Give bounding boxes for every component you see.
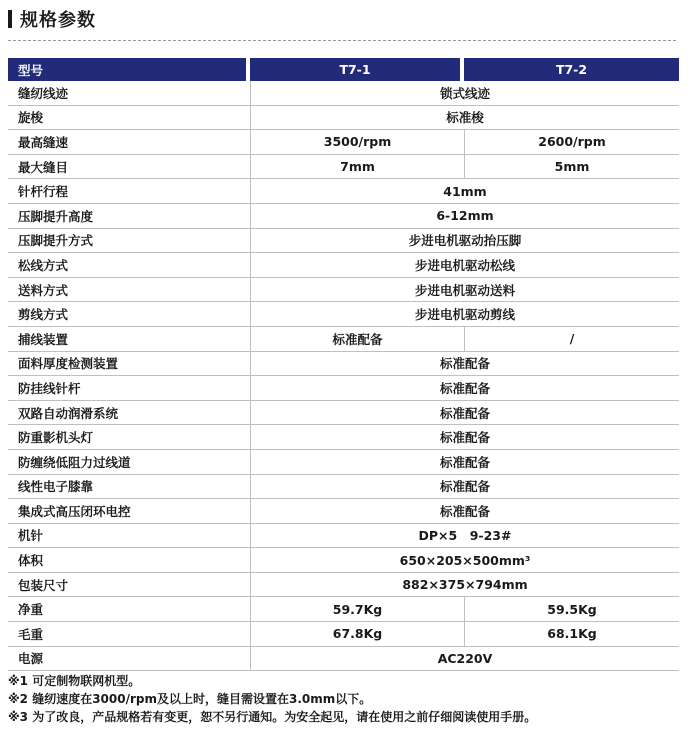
spec-value: 882×375×794mm	[250, 573, 679, 598]
spec-value-t7-1: 59.7Kg	[250, 597, 464, 622]
spec-value-t7-2: /	[464, 327, 679, 352]
spec-name: 防挂线针杆	[8, 376, 250, 401]
spec-value-t7-1: 3500/rpm	[250, 130, 464, 155]
spec-name: 最大缝目	[8, 155, 250, 180]
spec-value-t7-2: 59.5Kg	[464, 597, 679, 622]
table-row	[8, 401, 679, 426]
header-model-t7-2: T7-2	[464, 58, 679, 81]
table-row	[8, 278, 679, 303]
spec-value: 步进电机驱动送料	[250, 278, 679, 303]
spec-value: 标准配备	[250, 376, 679, 401]
table-row	[8, 524, 679, 549]
table-row	[8, 450, 679, 475]
spec-value: 6-12mm	[250, 204, 679, 229]
table-row	[8, 499, 679, 524]
page-title: 规格参数	[20, 10, 96, 31]
spec-name: 剪线方式	[8, 302, 250, 327]
table-row	[8, 475, 679, 500]
spec-name: 净重	[8, 597, 250, 622]
spec-name: 集成式高压闭环电控	[8, 499, 250, 524]
spec-name: 电源	[8, 647, 250, 672]
spec-name: 面料厚度检测装置	[8, 352, 250, 377]
spec-name: 双路自动润滑系统	[8, 401, 250, 426]
spec-value: AC220V	[250, 647, 679, 672]
table-row	[8, 179, 679, 204]
table-row	[8, 622, 679, 647]
spec-value: 标准配备	[250, 450, 679, 475]
table-row	[8, 81, 679, 106]
spec-name: 捕线装置	[8, 327, 250, 352]
spec-name: 压脚提升方式	[8, 229, 250, 254]
table-row	[8, 327, 679, 352]
table-row	[8, 647, 679, 672]
spec-name: 毛重	[8, 622, 250, 647]
spec-value: 步进电机驱动抬压脚	[250, 229, 679, 254]
table-header-row	[8, 58, 679, 81]
table-row	[8, 573, 679, 598]
spec-name: 缝纫线迹	[8, 81, 250, 106]
spec-name: 线性电子膝靠	[8, 475, 250, 500]
footnote-2: ※2 缝纫速度在3000/rpm及以上时，缝目需设置在3.0mm以下。	[8, 692, 372, 706]
spec-value: 步进电机驱动剪线	[250, 302, 679, 327]
spec-name: 送料方式	[8, 278, 250, 303]
spec-value-t7-1: 67.8Kg	[250, 622, 464, 647]
table-row	[8, 425, 679, 450]
spec-value: 标准配备	[250, 499, 679, 524]
spec-value: 锁式线迹	[250, 81, 679, 106]
spec-name: 旋梭	[8, 106, 250, 131]
footnotes	[8, 672, 536, 726]
header-model-t7-1: T7-1	[250, 58, 464, 81]
spec-name: 体积	[8, 548, 250, 573]
spec-value: 标准梭	[250, 106, 679, 131]
heading-accent-bar	[8, 10, 12, 28]
dashed-divider	[8, 40, 676, 41]
spec-name: 机针	[8, 524, 250, 549]
table-row	[8, 352, 679, 377]
spec-value: 650×205×500mm³	[250, 548, 679, 573]
spec-value: DP×5 9-23#	[250, 524, 679, 549]
spec-value-t7-2: 2600/rpm	[464, 130, 679, 155]
spec-value: 步进电机驱动松线	[250, 253, 679, 278]
table-row	[8, 204, 679, 229]
table-row	[8, 597, 679, 622]
spec-value-t7-1: 7mm	[250, 155, 464, 180]
spec-name: 针杆行程	[8, 179, 250, 204]
table-row	[8, 130, 679, 155]
header-model-label: 型号	[8, 58, 250, 81]
section-heading	[8, 6, 96, 32]
spec-value-t7-2: 5mm	[464, 155, 679, 180]
spec-value: 标准配备	[250, 401, 679, 426]
spec-value: 标准配备	[250, 352, 679, 377]
spec-name: 防重影机头灯	[8, 425, 250, 450]
spec-value: 41mm	[250, 179, 679, 204]
footnote-3: ※3 为了改良，产品规格若有变更，恕不另行通知。为安全起见，请在使用之前仔细阅读使用手册。	[8, 710, 537, 724]
spec-name: 压脚提升高度	[8, 204, 250, 229]
table-row	[8, 376, 679, 401]
table-row	[8, 302, 679, 327]
footnote-1: ※1 可定制物联网机型。	[8, 674, 141, 688]
spec-table	[8, 58, 679, 671]
spec-value-t7-2: 68.1Kg	[464, 622, 679, 647]
spec-name: 包装尺寸	[8, 573, 250, 598]
spec-name: 松线方式	[8, 253, 250, 278]
spec-value: 标准配备	[250, 475, 679, 500]
table-row	[8, 548, 679, 573]
table-body	[8, 81, 679, 671]
table-row	[8, 106, 679, 131]
table-row	[8, 229, 679, 254]
table-row	[8, 253, 679, 278]
table-row	[8, 155, 679, 180]
spec-name: 最高缝速	[8, 130, 250, 155]
spec-name: 防缠绕低阻力过线道	[8, 450, 250, 475]
spec-value-t7-1: 标准配备	[250, 327, 464, 352]
spec-value: 标准配备	[250, 425, 679, 450]
